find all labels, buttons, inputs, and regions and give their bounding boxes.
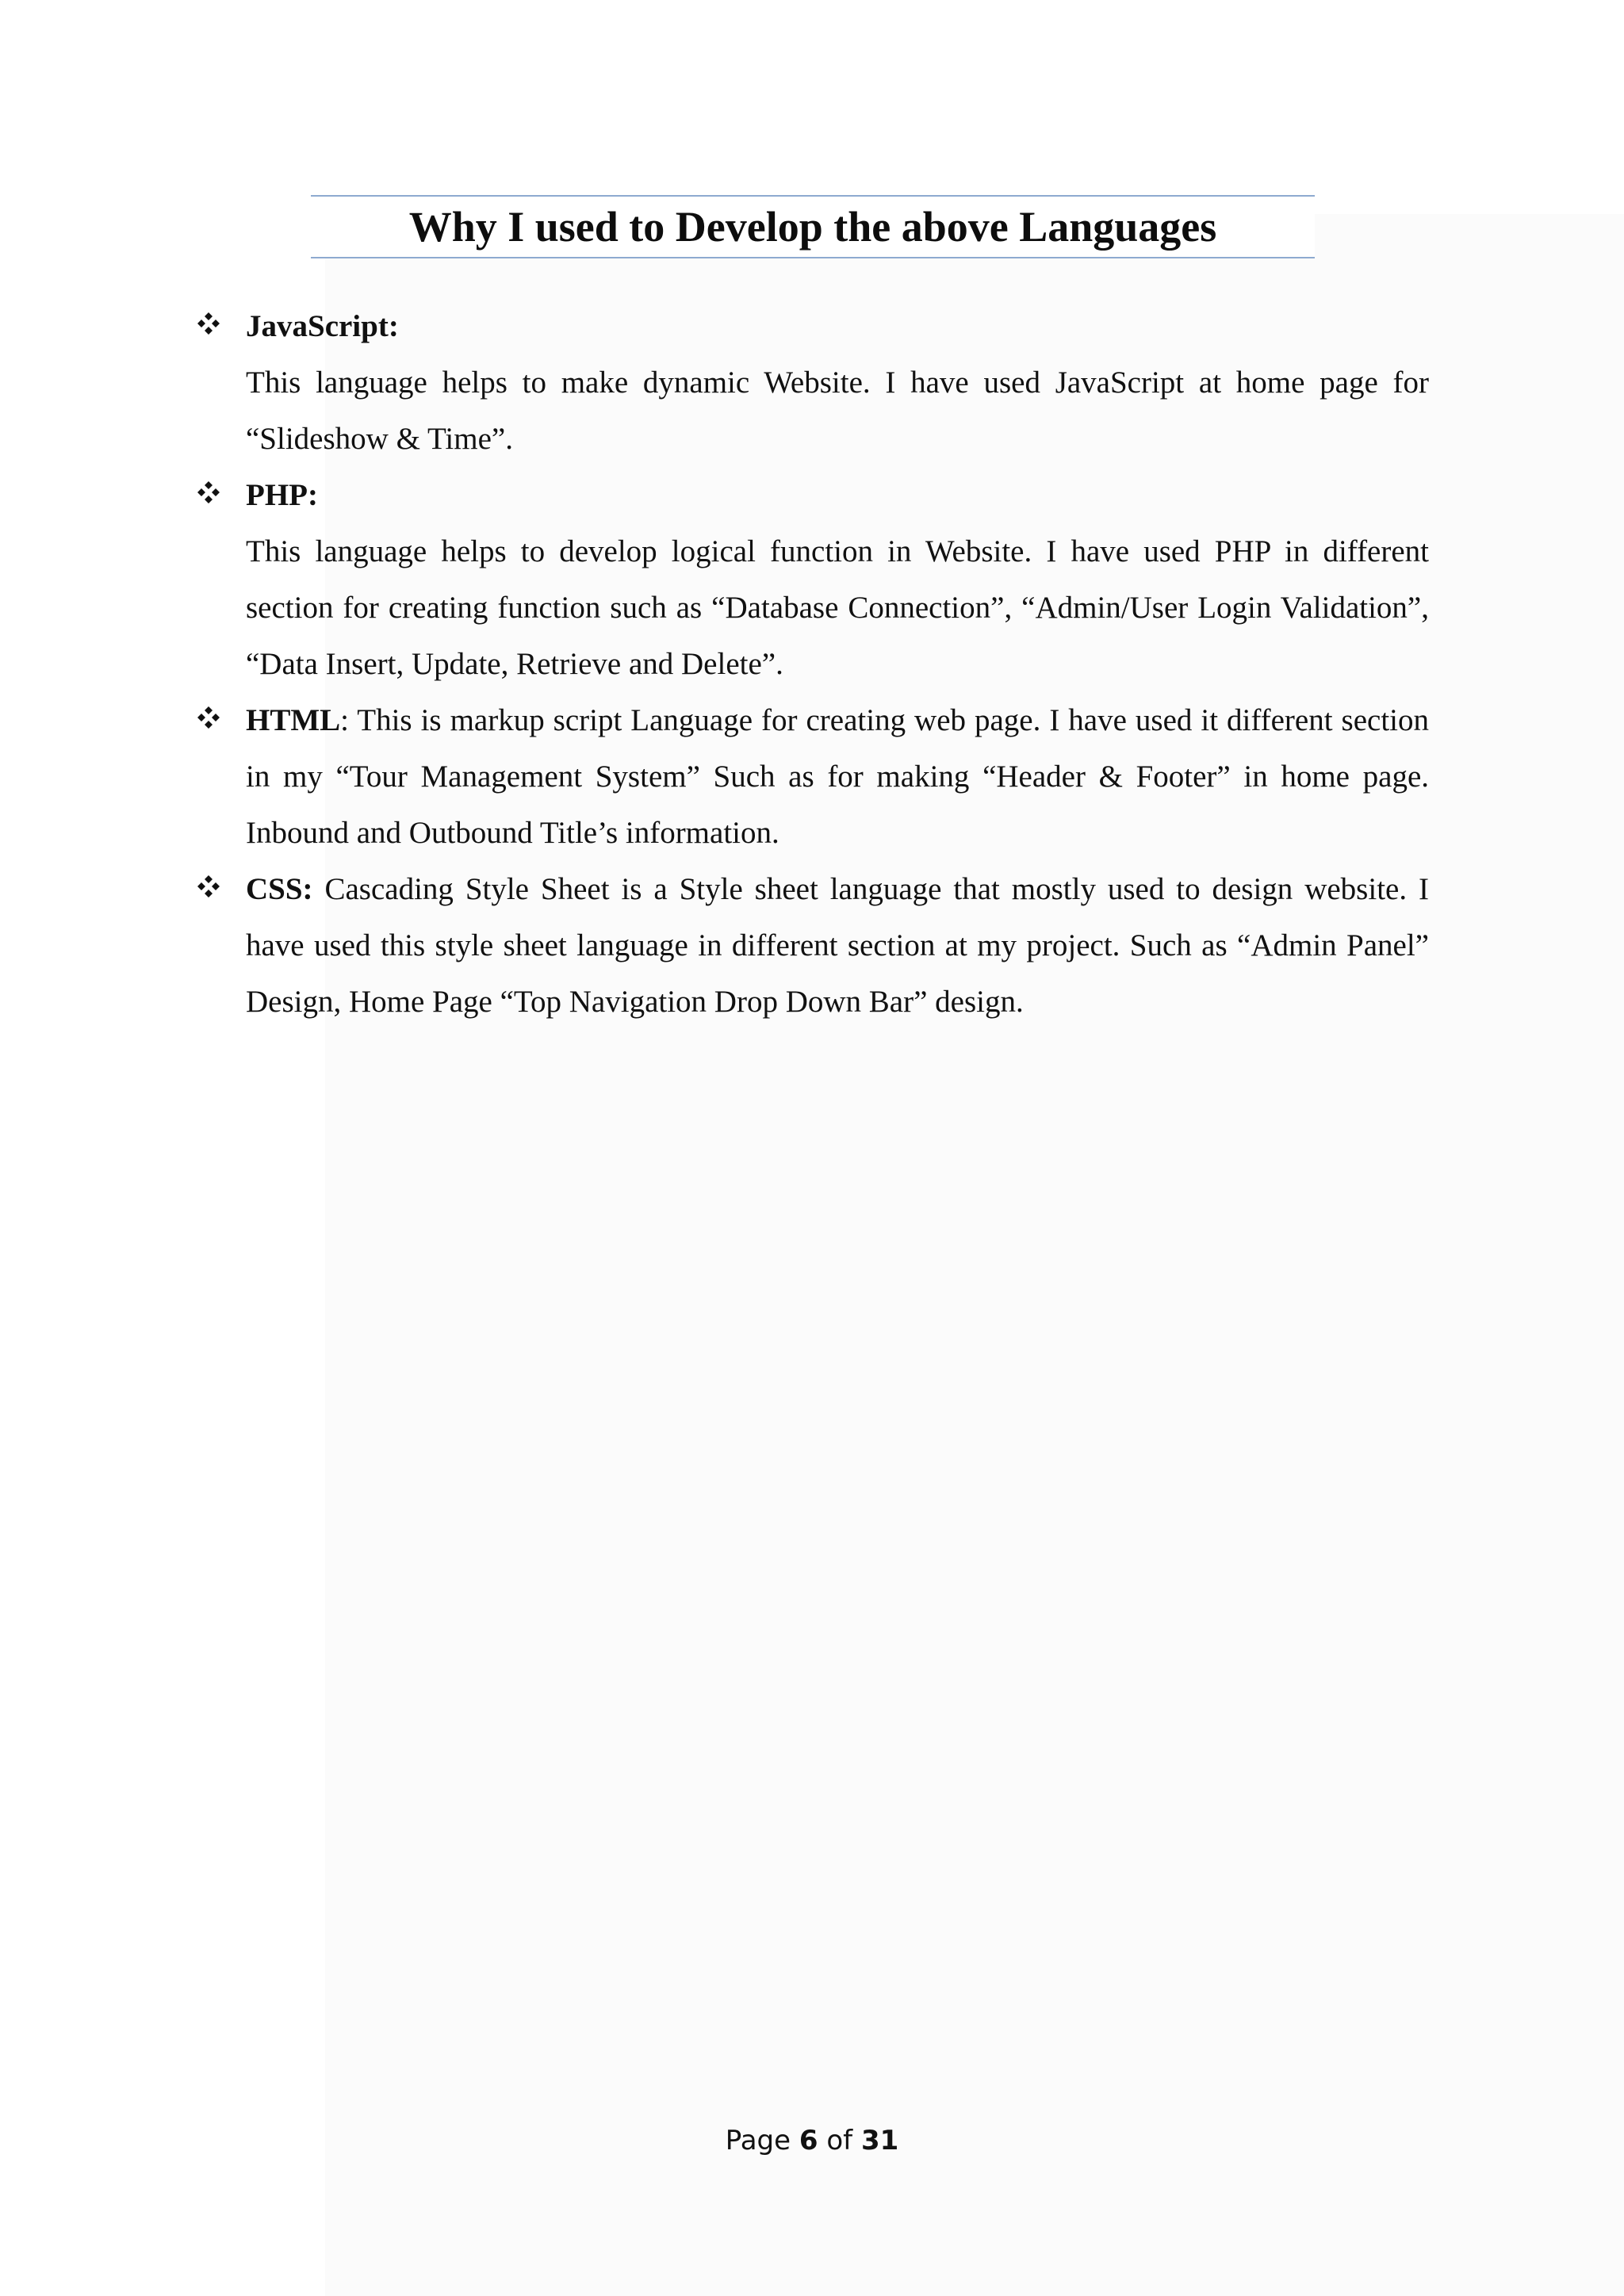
item-body: : This is markup script Language for creating web page. I have used it different section in my “Tour Management System” Such as for making “Header & Footer” in home page. Inbound and Outbound Title’s information. [246, 703, 1429, 850]
diamond-bullet-icon [197, 874, 220, 898]
list-item-javascript [197, 298, 1429, 467]
diamond-bullet-icon [197, 480, 220, 504]
item-heading: HTML [246, 703, 341, 737]
total-pages-number: 31 [860, 2125, 899, 2156]
item-body: Cascading Style Sheet is a Style sheet language that mostly used to design website. I have used this style sheet language in different section at my project. Such as “Admin Panel” Design, Home Page “Top Navigation Drop Down Bar” design. [246, 872, 1429, 1019]
item-heading-line [246, 298, 1429, 354]
list-item-html [197, 692, 1429, 861]
current-page-number: 6 [799, 2125, 818, 2156]
page-title: Why I used to Develop the above Languages [408, 203, 1217, 251]
list-item-css [197, 861, 1429, 1030]
list-item-php [197, 467, 1429, 692]
item-heading-line [246, 467, 1429, 523]
item-heading: JavaScript: [246, 309, 399, 343]
item-heading: CSS: [246, 872, 313, 906]
of-label: of [826, 2125, 853, 2156]
section-title-box [311, 195, 1315, 258]
item-body: This language helps to develop logical function in Website. I have used PHP in different section for creating function such as “Database Connection”, “Admin/User Login Validation”, “Data Insert, Update, Retrieve and Delete”. [246, 534, 1429, 681]
language-list [197, 298, 1429, 1030]
diamond-bullet-icon [197, 706, 220, 729]
page-label: Page [725, 2125, 791, 2156]
item-body: This language helps to make dynamic Website. I have used JavaScript at home page for “Slideshow & Time”. [246, 365, 1429, 456]
item-heading: PHP: [246, 478, 318, 512]
page-footer [0, 2125, 1624, 2156]
diamond-bullet-icon [197, 312, 220, 335]
